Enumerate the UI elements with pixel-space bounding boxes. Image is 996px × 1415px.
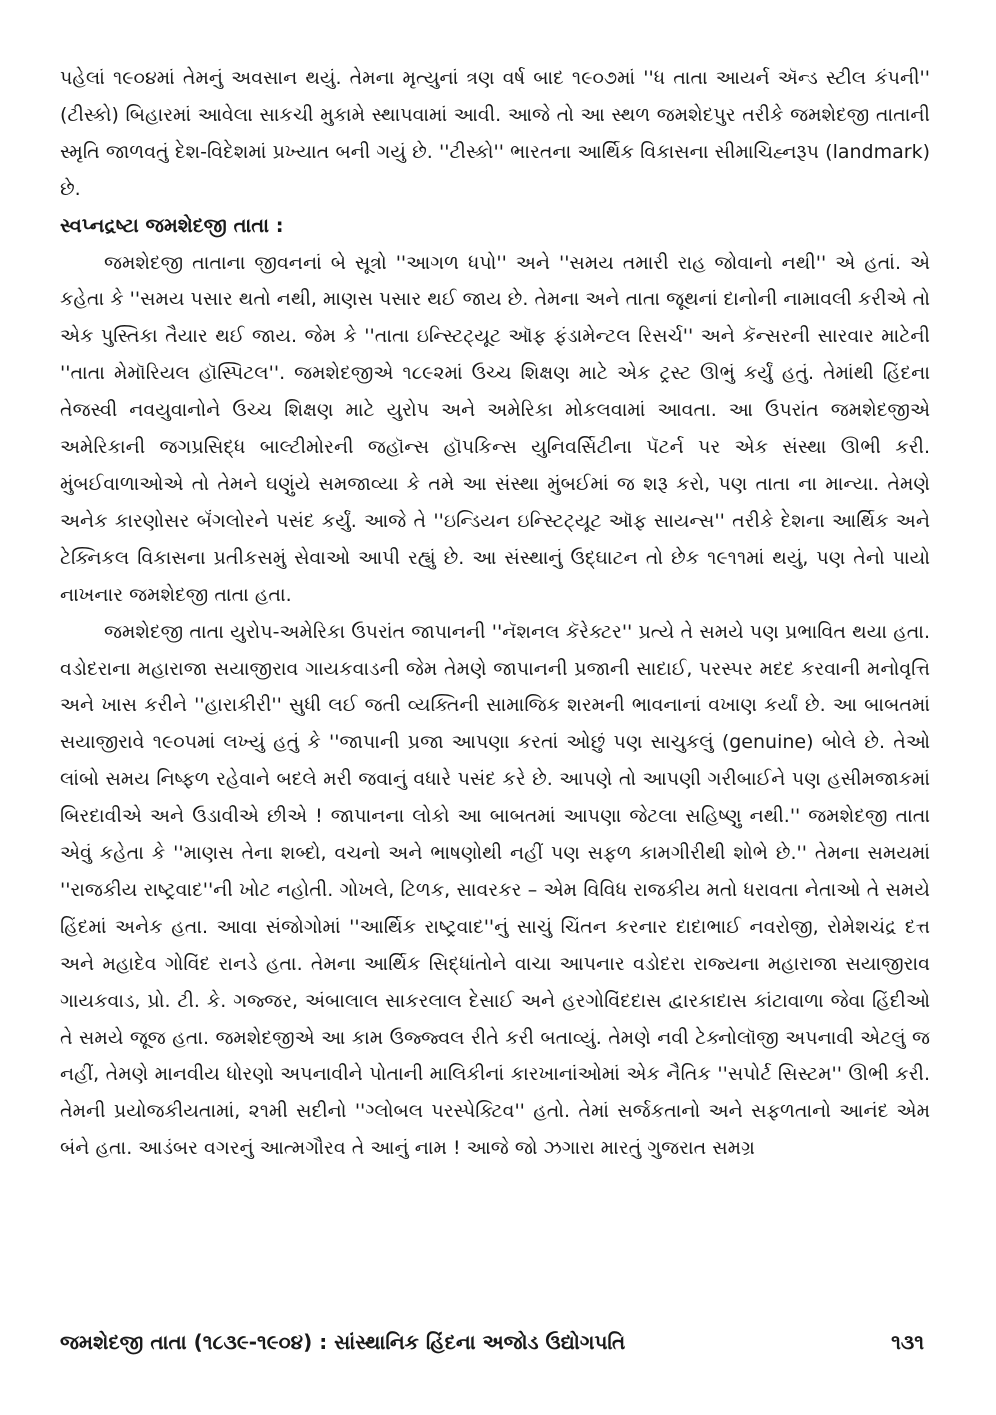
paragraph-1: પહેલાં ૧૯૦૪માં તેમનું અવસાન થયું. તેમના મૃત્યુનાં ત્રણ વર્ષ બાદ ૧૯૦૭માં ''ધ તાતા આયર્ન ઍન્ડ સ્ટીલ કંપની'' (ટીસ્કો) બિહારમાં આવેલા સાકચી મુકામે સ્થાપવામાં આવી. આજે તો આ સ્થળ જમશેદપુર તરીકે જમશેદજી તાતાની સ્મૃતિ જાળવતું દેશ-વિદેશમાં પ્રખ્યાત બની ગયું છે. ''ટીસ્કો'' ભારતના આર્થિક વિકાસના સીમાચિહ્નરૂપ (landmark) છે. [60, 67, 930, 200]
page-number: ૧૩૧ [891, 1330, 924, 1354]
paragraph-3: જમશેદજી તાતા યુરોપ-અમેરિકા ઉપરાંત જાપાનની ''નૅશનલ કૅરેક્ટર'' પ્રત્યે તે સમયે પણ પ્રભાવિત થયા હતા. વડોદરાના મહારાજા સયાજીરાવ ગાયકવાડની જેમ તેમણે જાપાનની પ્રજાની સાદાઈ, પરસ્પર મદદ કરવાની મનોવૃત્તિ અને ખાસ કરીને ''હારાકીરી'' સુધી લઈ જતી વ્યક્તિની સામાજિક શરમની ભાવનાનાં વખાણ કર્યાં છે. આ બાબતમાં સયાજીરાવે ૧૯૦૫માં લખ્યું હતું કે ''જાપાની પ્રજા આપણા કરતાં ઓછું પણ સાચુકલું (genuine) બોલે છે. તેઓ લાંબો સમય નિષ્ફળ રહેવાને બદલે મરી જવાનું વધારે પસંદ કરે છે. આપણે તો આપણી ગરીબાઈને પણ હસીમજાકમાં બિરદાવીએ અને ઉડાવીએ છીએ ! જાપાનના લોકો આ બાબતમાં આપણા જેટલા સહિષ્ણુ નથી.'' જમશેદજી તાતા એવું કહેતા કે ''માણસ તેના શબ્દો, વચનો અને ભાષણોથી નહીં પણ સફળ કામગીરીથી શોભે છે.'' તેમના સમયમાં ''રાજકીય રાષ્ટ્રવાદ''ની ખોટ નહોતી. ગોખલે, ટિળક, સાવરકર – એમ વિવિધ રાજકીય મતો ધરાવતા નેતાઓ તે સમયે હિંદમાં અનેક હતા. આવા સંજોગોમાં ''આર્થિક રાષ્ટ્રવાદ''નું સાચું ચિંતન કરનાર દાદાભાઈ નવરોજી, રોમેશચંદ્ર દત્ત અને મહાદેવ ગોવિંદ રાનડે હતા. તેમના આર્થિક સિદ્ધાંતોને વાચા આપનાર વડોદરા રાજ્યના મહારાજા સયાજીરાવ ગાયકવાડ, પ્રો. ટી. કે. ગજ્જર, અંબાલાલ સાકરલાલ દેસાઈ અને હરગોવિંદદાસ દ્વારકાદાસ કાંટાવાળા જેવા હિંદીઓ તે સમયે જૂજ હતા. જમશેદજીએ આ કામ ઉજ્જ્વલ રીતે કરી બતાવ્યું. તેમણે નવી ટેક્નોલૉજી અપનાવી એટલું જ નહીં, તેમણે માનવીય ધોરણો અપનાવીને પોતાની માલિકીનાં કારખાનાંઓમાં એક નૈતિક ''સપોર્ટ સિસ્ટમ'' ઊભી કરી. તેમની પ્રયોજકીયતામાં, ૨૧મી સદીનો ''ગ્લોબલ પરસ્પેક્ટિવ'' હતો. તેમાં સર્જકતાનો અને સફળતાનો આનંદ એમ બંને હતા. આડંબર વગરનું આત્મગૌરવ તે આનું નામ ! આજે જો ઝગારા મારતું ગુજરાત સમગ્ર [60, 620, 930, 1160]
section-heading: સ્વપ્નદ્રષ્ટા જમશેદજી તાતા : [60, 213, 284, 237]
running-footer-title: જમશેદજી તાતા (૧૮૩૯-૧૯૦૪) : સાંસ્થાનિક હિંદના અજોડ ઉદ્યોગપતિ [60, 1330, 626, 1354]
paragraph-2: જમશેદજી તાતાના જીવનનાં બે સૂત્રો ''આગળ ધપો'' અને ''સમય તમારી રાહ જોવાનો નથી'' એ હતાં. એ કહેતા કે ''સમય પસાર થતો નથી, માણસ પસાર થઈ જાય છે. તેમના અને તાતા જૂથનાં દાનોની નામાવલી કરીએ તો એક પુસ્તિકા તૈયાર થઈ જાય. જેમ કે ''તાતા ઇન્સ્ટિટ્યૂટ ઑફ ફંડામેન્ટલ રિસર્ચ'' અને કૅન્સરની સારવાર માટેની ''તાતા મેમૉરિયલ હૉસ્પિટલ''. જમશેદજીએ ૧૮૯૨માં ઉચ્ચ શિક્ષણ માટે એક ટ્રસ્ટ ઊભું કર્યું હતું. તેમાંથી હિંદના તેજસ્વી નવયુવાનોને ઉચ્ચ શિક્ષણ માટે યુરોપ અને અમેરિકા મોકલવામાં આવતા. આ ઉપરાંત જમશેદજીએ અમેરિકાની જગપ્રસિદ્ધ બાલ્ટીમોરની જહૉન્સ હૉપકિન્સ યુનિવર્સિટીના પૅટર્ન પર એક સંસ્થા ઊભી કરી. મુંબઈવાળાઓએ તો તેમને ઘણુંયે સમજાવ્યા કે તમે આ સંસ્થા મુંબઈમાં જ શરૂ કરો, પણ તાતા ના માન્યા. તેમણે અનેક કારણોસર બૅંગલોરને પસંદ કર્યું. આજે તે ''ઇન્ડિયન ઇન્સ્ટિટ્યૂટ ઑફ સાયન્સ'' તરીકે દેશના આર્થિક અને ટેક્નિકલ વિકાસના પ્રતીકસમું સેવાઓ આપી રહ્યું છે. આ સંસ્થાનું ઉદ્ઘાટન તો છેક ૧૯૧૧માં થયું, પણ તેનો પાયો નાખનાર જમશેદજી તાતા હતા. [60, 251, 930, 606]
page-footer [60, 1330, 930, 1354]
page-body [60, 60, 930, 1167]
